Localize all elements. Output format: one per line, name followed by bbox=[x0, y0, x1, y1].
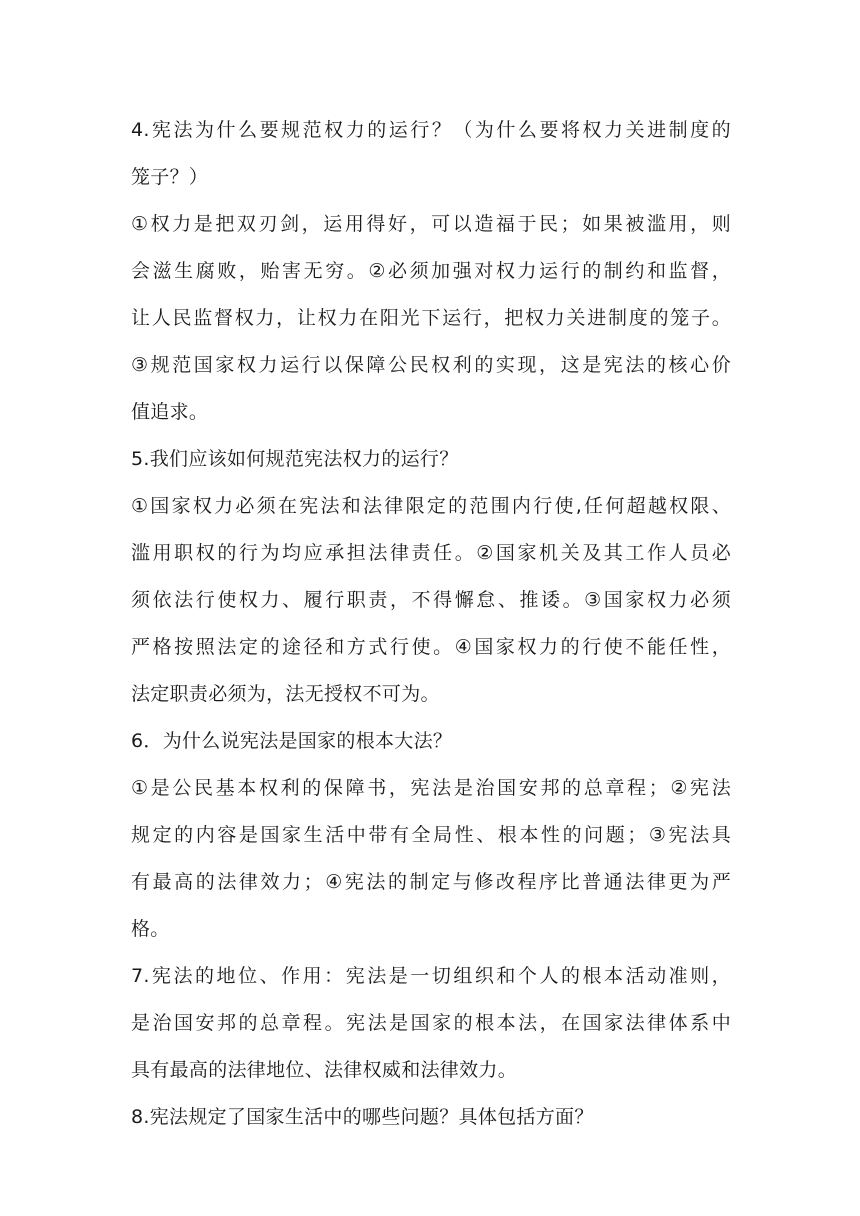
document-page bbox=[131, 107, 731, 1141]
question-6-heading: 6．为什么说宪法是国家的根本大法？ bbox=[131, 730, 453, 752]
question-7-line-3: 具有最高的法律地位、法律权威和法律效力。 bbox=[131, 1059, 518, 1081]
answer-5-line-5: 法定职责必须为，法无授权不可为。 bbox=[131, 683, 440, 705]
answer-4-line-1: ①权力是把双刃剑，运用得好，可以造福于民；如果被滥用，则 bbox=[131, 213, 731, 235]
answer-4-line-2: 会滋生腐败，贻害无穷。②必须加强对权力运行的制约和监督， bbox=[131, 260, 731, 282]
answer-6-line-1: ①是公民基本权利的保障书，宪法是治国安邦的总章程；②宪法 bbox=[131, 777, 731, 799]
answer-6-line-3: 有最高的法律效力；④宪法的制定与修改程序比普通法律更为严 bbox=[131, 871, 731, 893]
answer-5-line-4: 严格按照法定的途径和方式行使。④国家权力的行使不能任性， bbox=[131, 636, 731, 658]
answer-6-line-2: 规定的内容是国家生活中带有全局性、根本性的问题；③宪法具 bbox=[131, 824, 731, 846]
answer-5-line-3: 须依法行使权力、履行职责，不得懈怠、推诿。③国家权力必须 bbox=[131, 589, 731, 611]
question-5-heading: 5.我们应该如何规范宪法权力的运行？ bbox=[131, 448, 459, 470]
question-7-line-2: 是治国安邦的总章程。宪法是国家的根本法，在国家法律体系中 bbox=[131, 1012, 731, 1034]
answer-4-line-5: 值追求。 bbox=[131, 401, 209, 423]
answer-6-line-4: 格。 bbox=[131, 918, 170, 940]
answer-5-line-1: ①国家权力必须在宪法和法律限定的范围内行使,任何超越权限、 bbox=[131, 495, 731, 517]
answer-5-line-2: 滥用职权的行为均应承担法律责任。②国家机关及其工作人员必 bbox=[131, 542, 731, 564]
answer-4-line-3: 让人民监督权力，让权力在阳光下运行，把权力关进制度的笼子。 bbox=[131, 307, 731, 329]
question-8-heading: 8.宪法规定了国家生活中的哪些问题？具体包括方面？ bbox=[131, 1106, 594, 1128]
question-7-line-1: 7.宪法的地位、作用：宪法是一切组织和个人的根本活动准则， bbox=[131, 965, 731, 987]
question-4-heading-line-2: 笼子？） bbox=[131, 166, 209, 188]
answer-4-line-4: ③规范国家权力运行以保障公民权利的实现，这是宪法的核心价 bbox=[131, 354, 731, 376]
question-4-heading-line-1: 4.宪法为什么要规范权力的运行？（为什么要将权力关进制度的 bbox=[131, 119, 731, 141]
